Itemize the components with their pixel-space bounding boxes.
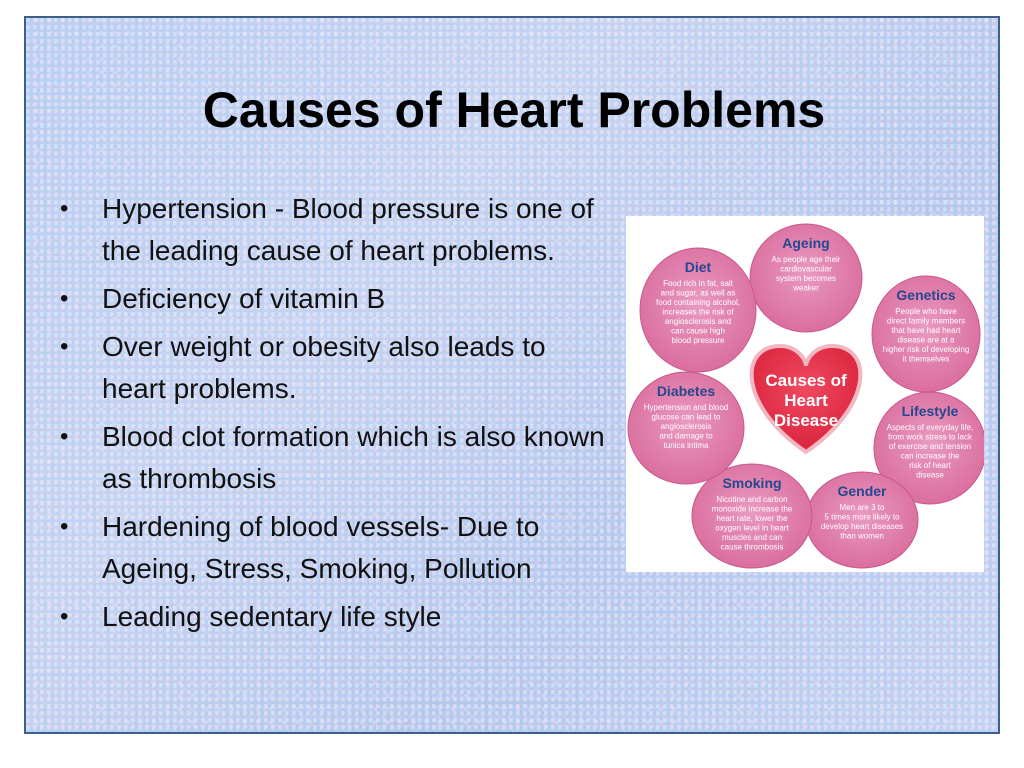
petal-text: heart rate, lower the <box>716 514 788 523</box>
petal-text: food containing alcohol, <box>655 298 741 307</box>
petal-text: 5 times more likely to <box>824 512 900 522</box>
bullet-list <box>56 188 616 644</box>
slide-title: Causes of Heart Problems <box>202 82 826 138</box>
list-item <box>56 416 616 500</box>
petal-text: can cause high <box>671 326 725 336</box>
petal-text: than women <box>840 531 884 541</box>
petal-text: angiosclerosis <box>660 422 712 431</box>
diagram-svg <box>626 216 984 572</box>
center-label: Disease <box>773 411 839 430</box>
bullet-text: Hypertension - Blood pressure is one of the leading cause of heart problems. <box>102 193 594 266</box>
list-item <box>56 326 616 410</box>
petal-title: Lifestyle <box>901 403 959 419</box>
bullet-text: Hardening of blood vessels- Due to Ageing, Stress, Smoking, Pollution <box>102 511 540 584</box>
petal-text: it themselves <box>902 354 950 364</box>
petal-text: direct family members <box>886 316 966 326</box>
petal-text: develop heart diseases <box>820 522 904 531</box>
petal-text: and damage to <box>659 431 713 441</box>
bullet-text: Blood clot formation which is also known as thrombosis <box>102 421 605 494</box>
bullet-icon: • <box>60 195 69 222</box>
petal-text: blood pressure <box>671 336 725 345</box>
petal-text: oxygen level in heart <box>715 523 789 533</box>
petal-text: and sugar, as well as <box>660 288 736 298</box>
bullet-text: Leading sedentary life style <box>102 601 442 632</box>
bullet-icon: • <box>60 603 69 630</box>
bullet-text: Deficiency of vitamin B <box>102 283 386 314</box>
petal-text: Nicotine and carbon <box>716 495 788 504</box>
bullet-icon: • <box>60 333 69 360</box>
list-item <box>56 596 616 638</box>
petal-title: Diabetes <box>656 383 716 399</box>
list-item <box>56 188 616 272</box>
petal-text: glucose can lead to <box>651 412 721 422</box>
center-label: Causes of <box>765 371 847 390</box>
petal-text: disease <box>916 470 944 480</box>
petal-text: system becomes <box>775 274 837 283</box>
petal-text: Aspects of everyday life, <box>886 423 974 432</box>
bullet-text: Over weight or obesity also leads to heart problems. <box>102 331 546 404</box>
petal-text: disease are at a <box>897 335 955 345</box>
petal-title: Genetics <box>896 287 956 303</box>
petal-text: muscles and can <box>721 533 783 542</box>
bullet-icon: • <box>60 513 69 540</box>
petal-text: that have had heart <box>891 326 961 335</box>
petal-text: Food rich in fat, salt <box>663 279 733 288</box>
petal-text: weaker <box>793 283 819 293</box>
petal-text: of exercise and tension <box>888 442 972 451</box>
slide <box>24 16 1000 734</box>
bullet-icon: • <box>60 285 69 312</box>
bullet-icon: • <box>60 423 69 450</box>
petal-title: Diet <box>684 259 712 275</box>
heart-disease-diagram <box>626 216 984 572</box>
petal-text: increases the risk of <box>662 307 734 317</box>
center-label: Heart <box>784 391 828 410</box>
petal-text: monoxide increase the <box>711 504 793 514</box>
petal-text: can increase the <box>900 451 960 461</box>
petal-text: As people age their <box>771 255 841 264</box>
petal-text: cause thrombosis <box>720 542 784 552</box>
petal-text: angiosclerosis and <box>664 317 732 326</box>
petal-text: cardiovascular <box>780 264 832 274</box>
petal-text: higher risk of developing <box>882 345 970 354</box>
petal-text: People who have <box>895 307 957 316</box>
petal-text: tunica intima <box>663 441 709 450</box>
petal-text: from work stress to lack <box>887 432 973 442</box>
petal-title: Gender <box>837 483 887 499</box>
list-item <box>56 506 616 590</box>
petal-title: Smoking <box>722 475 782 491</box>
petal-text: risk of heart <box>909 461 951 470</box>
petal-text: Hypertension and blood <box>643 403 729 412</box>
petal-title: Ageing <box>782 235 830 251</box>
petal-text: Men are 3 to <box>839 503 885 512</box>
list-item <box>56 278 616 320</box>
